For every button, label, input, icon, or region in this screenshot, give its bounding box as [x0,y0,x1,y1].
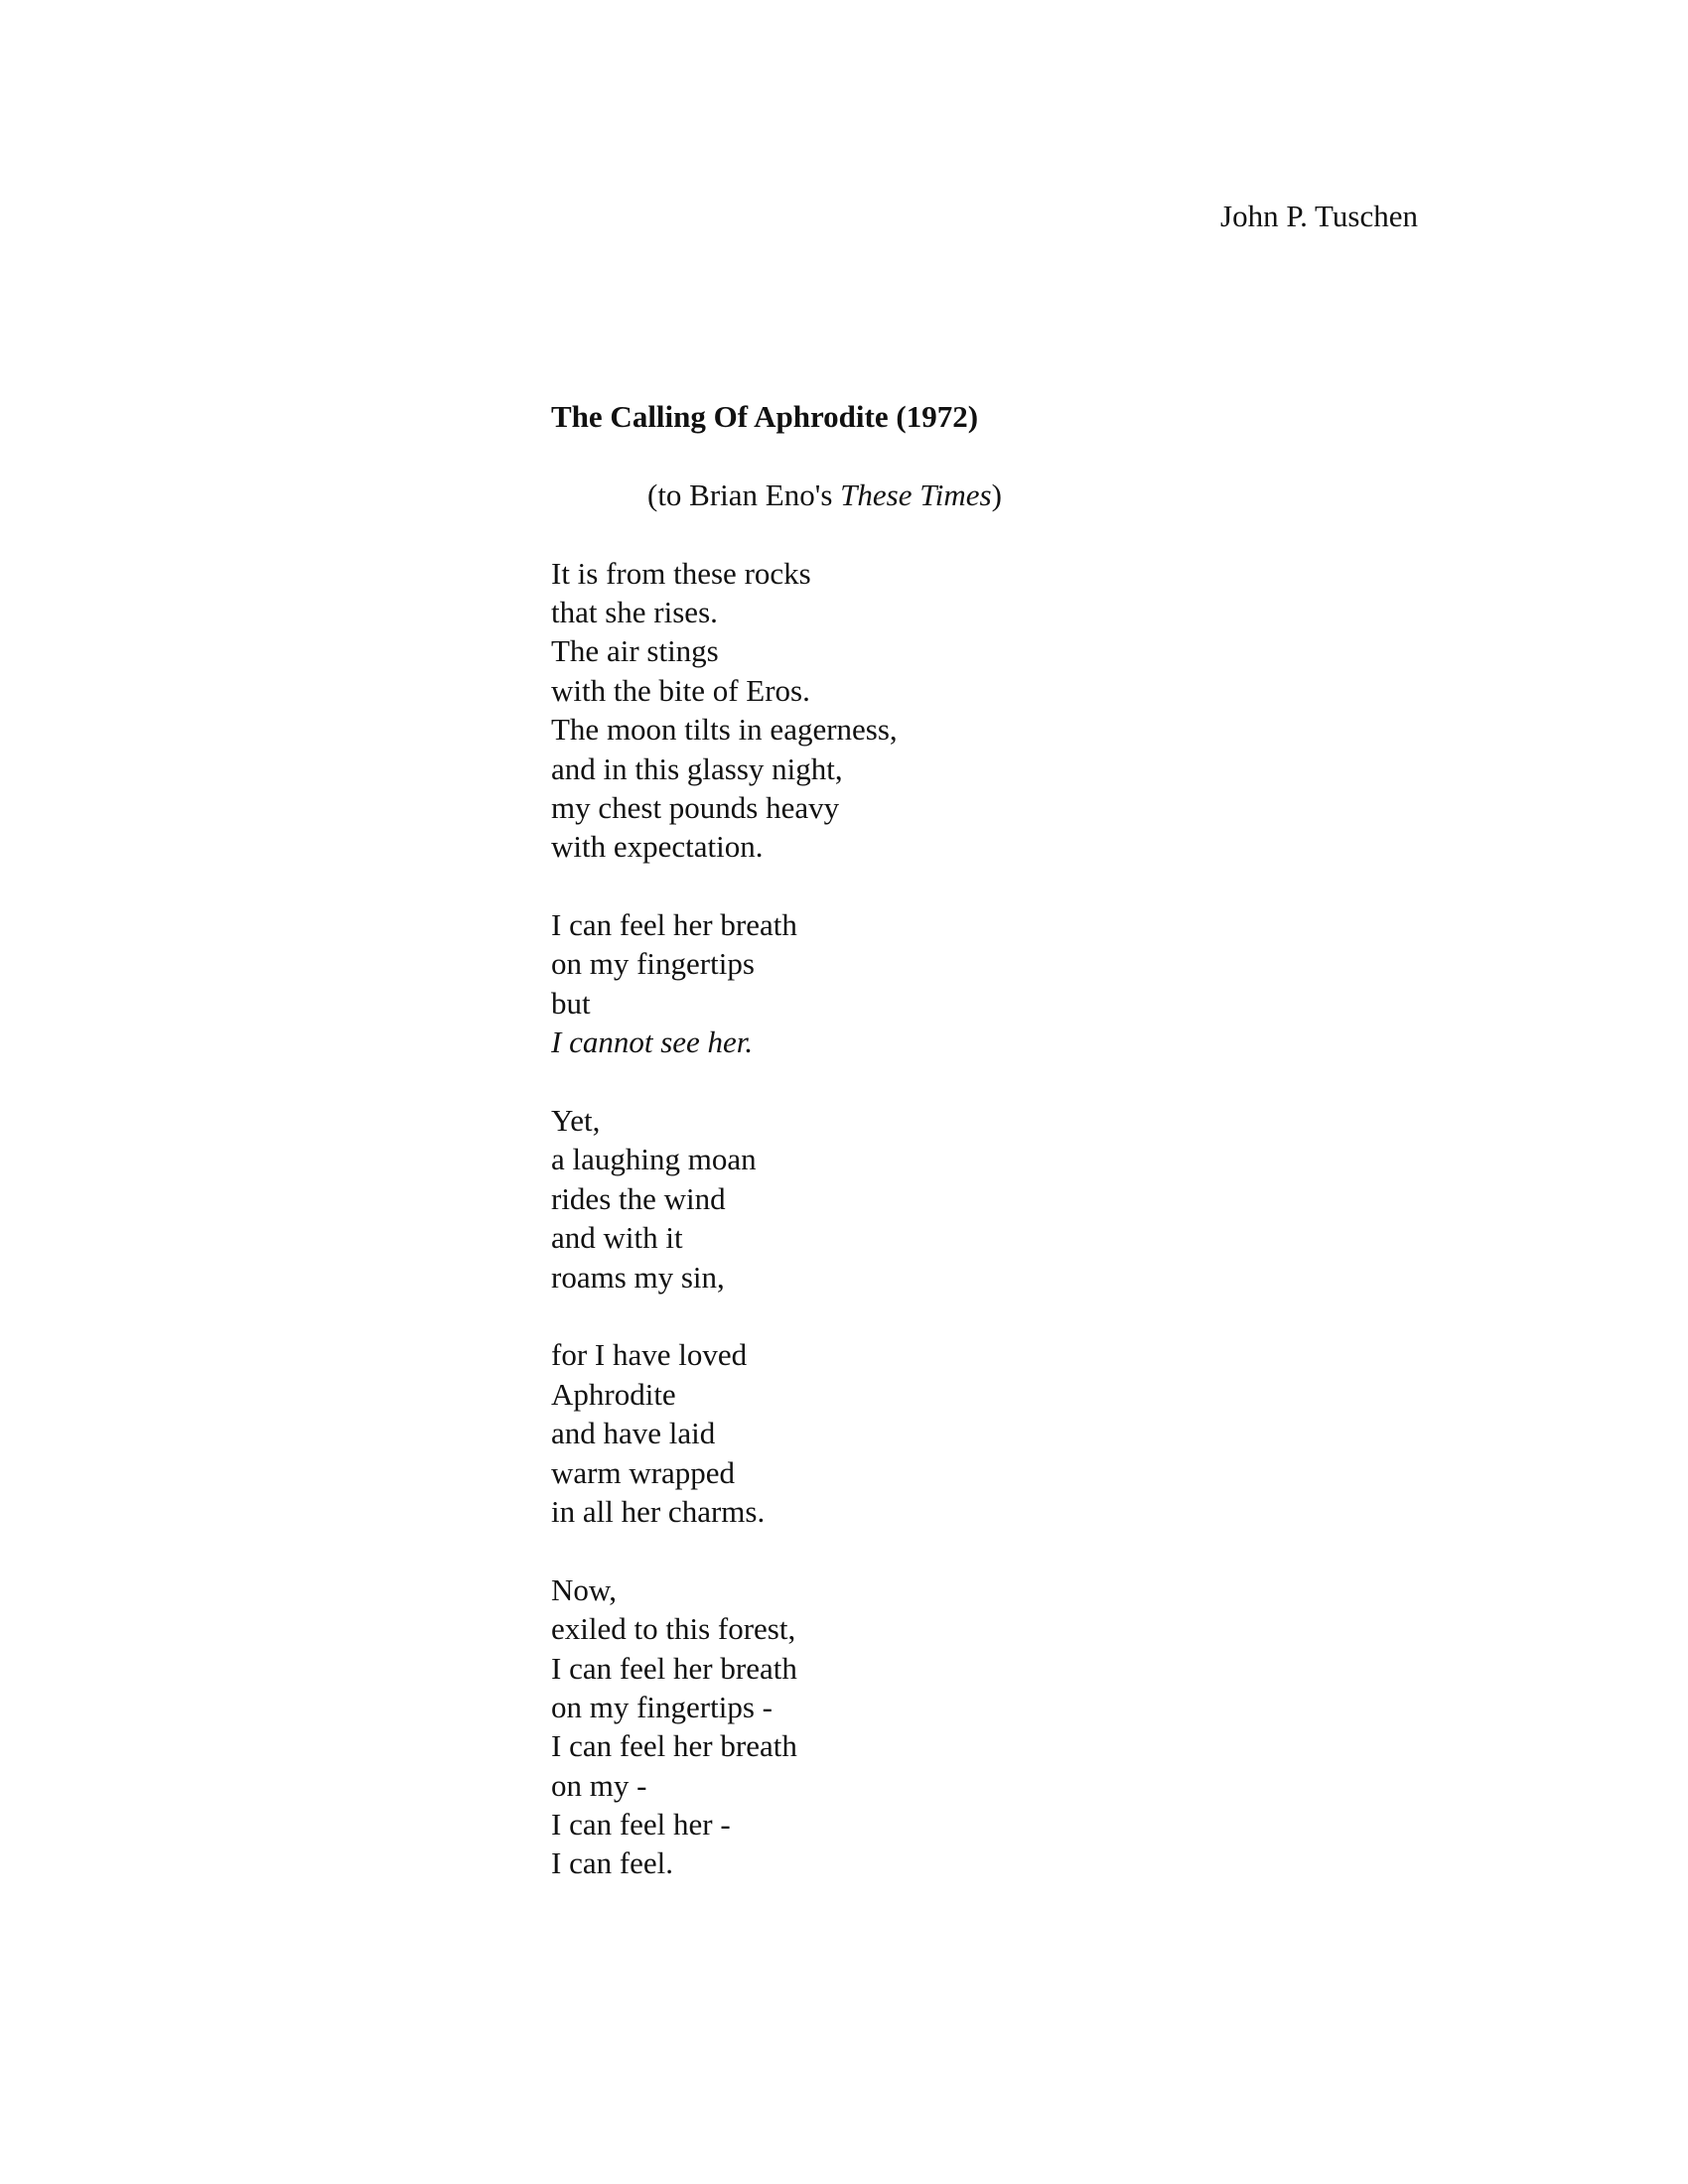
poem-line: I can feel her breath [551,1650,797,1686]
poem-line: rides the wind [551,1180,726,1216]
author-name: John P. Tuschen [1220,199,1418,233]
poem-line: It is from these rocks [551,555,811,591]
poem-line: Yet, [551,1103,601,1139]
poem-line: on my fingertips - [551,1689,773,1724]
stanza-4 [551,1335,1445,1531]
poem-line: Now, [551,1571,618,1607]
poem-line: but [551,985,591,1021]
poem-line: on my fingertips [551,946,755,982]
poem-line: Aphrodite [551,1376,676,1412]
poem-line: exiled to this forest, [551,1611,796,1647]
dedication-suffix: ) [991,477,1002,512]
poem-line: I can feel her breath [551,907,797,943]
poem-line: I can feel her - [551,1807,731,1843]
poem-line: roams my sin, [551,1259,725,1295]
poem-line: on my - [551,1767,647,1803]
poem-line-emphasis: I cannot see her. [551,1024,754,1060]
poem-line: warm wrapped [551,1454,736,1490]
poem-title: The Calling Of Aphrodite (1972) [551,399,979,434]
poem-line: with the bite of Eros. [551,672,810,708]
stanza-5 [551,1570,1445,1883]
stanza-2 [551,905,1445,1062]
poem-line: in all her charms. [551,1493,766,1529]
dedication-work-title: These Times [840,477,992,512]
poem-line: that she rises. [551,594,718,629]
poem-line: The moon tilts in eagerness, [551,712,898,748]
stanza-1 [551,554,1445,867]
poem-dedication [551,476,1445,514]
poem-line: and in this glassy night, [551,751,843,786]
poem-line: I can feel. [551,1845,674,1881]
poem-line: I can feel her breath [551,1728,797,1764]
spacer [551,514,1445,553]
poem [551,397,1445,1922]
poem-line: with expectation. [551,829,764,865]
dedication-prefix: (to Brian Eno's [647,477,841,512]
poem-line: and with it [551,1220,683,1256]
stanza-3 [551,1101,1445,1297]
poem-line: my chest pounds heavy [551,789,840,825]
poem-line: and have laid [551,1416,716,1451]
poem-line: for I have loved [551,1337,748,1373]
poem-line: The air stings [551,633,719,669]
poem-line: a laughing moan [551,1142,757,1177]
spacer [551,436,1445,475]
